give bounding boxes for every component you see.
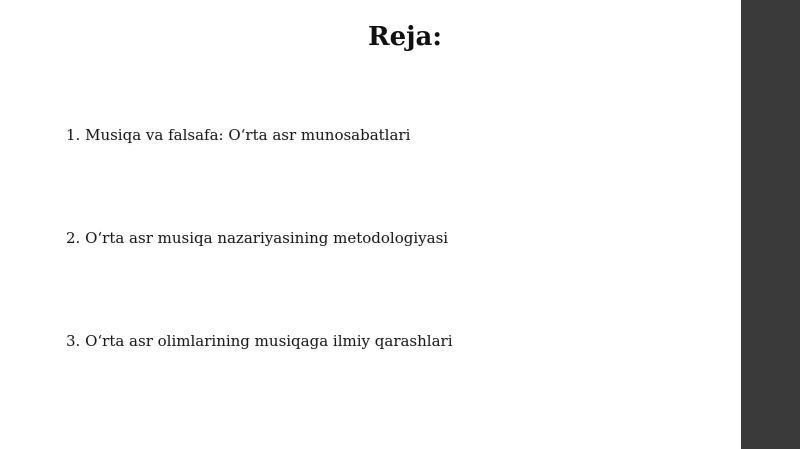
plan-item-2: 2. O‘rta asr musiqa nazariyasining metodologiyasi	[66, 229, 449, 247]
side-panel	[741, 0, 800, 449]
slide-title: Reja:	[367, 22, 442, 52]
plan-item-1: 1. Musiqa va falsafa: O‘rta asr munosabatlari	[66, 126, 411, 144]
plan-item-3: 3. O‘rta asr olimlarining musiqaga ilmiy qarashlari	[66, 332, 453, 350]
